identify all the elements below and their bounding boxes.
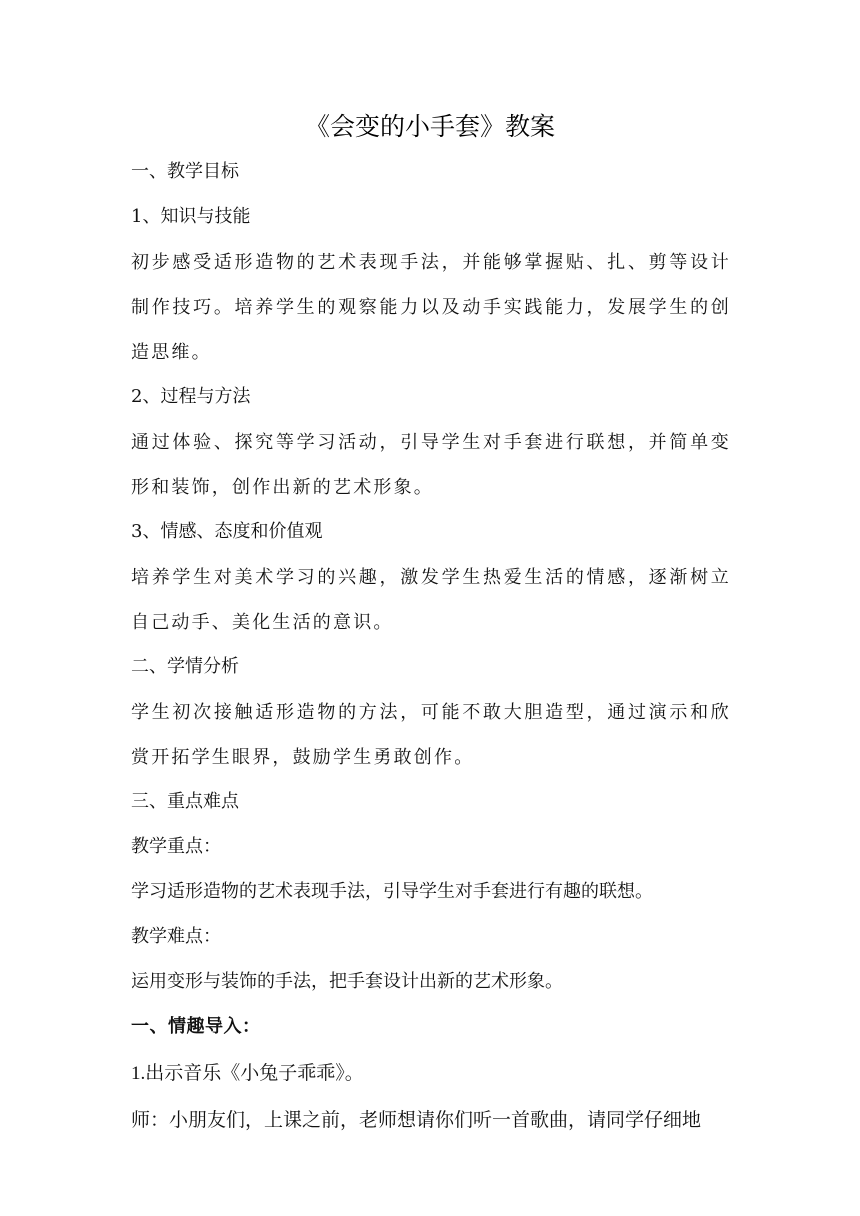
text-teaching-focus: 学习适形造物的艺术表现手法，引导学生对手套进行有趣的联想。 xyxy=(131,881,653,902)
subheading-emotion-values: 3、情感、态度和价值观 xyxy=(131,521,323,542)
section-heading-student-analysis: 二、学情分析 xyxy=(131,656,239,677)
paragraph-knowledge-skills: 初步感受适形造物的艺术表现手法，并能够掌握贴、扎、剪等设计制作技巧。培养学生的观察能力以及动手实践能力，发展学生的创造思维。 xyxy=(131,252,731,363)
intro-teacher-speech: 师：小朋友们，上课之前，老师想请你们听一首歌曲，请同学仔细地 xyxy=(131,1110,702,1131)
text-teaching-difficulty: 运用变形与装饰的手法，把手套设计出新的艺术形象。 xyxy=(131,971,563,992)
subheading-process-method: 2、过程与方法 xyxy=(131,386,251,407)
paragraph-process-method: 通过体验、探究等学习活动，引导学生对手套进行联想，并简单变形和装饰，创作出新的艺术形象。 xyxy=(131,432,731,498)
section-heading-objectives: 一、教学目标 xyxy=(131,161,239,182)
document-title: 《会变的小手套》教案 xyxy=(304,112,555,141)
subheading-knowledge-skills: 1、知识与技能 xyxy=(131,206,251,227)
intro-item-music: 1.出示音乐《小兔子乖乖》。 xyxy=(131,1063,364,1084)
paragraph-student-analysis: 学生初次接触适形造物的方法，可能不敢大胆造型，通过演示和欣赏开拓学生眼界，鼓励学生勇敢创作。 xyxy=(131,702,731,768)
label-teaching-focus: 教学重点： xyxy=(131,836,221,857)
section-heading-key-points: 三、重点难点 xyxy=(131,791,239,812)
label-teaching-difficulty: 教学难点： xyxy=(131,926,221,947)
heading-interest-intro: 一、情趣导入： xyxy=(131,1016,261,1037)
paragraph-emotion-values: 培养学生对美术学习的兴趣，激发学生热爱生活的情感，逐渐树立自己动手、美化生活的意识。 xyxy=(131,567,731,633)
